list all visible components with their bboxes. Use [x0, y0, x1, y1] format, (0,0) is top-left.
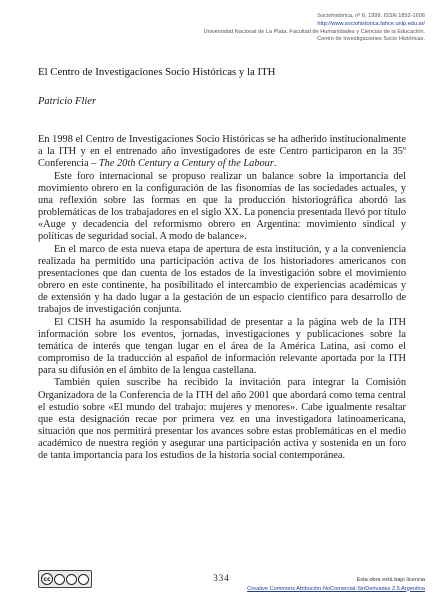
paragraph-1-start: En 1998 el Centro de Investigaciones Socio Históricas se ha adherido institucionalmente a la ITH y en el entrenado año investigadores de este Centro participaron en la 35º Conferencia – [38, 134, 406, 170]
paragraph-2: Este foro internacional se propuso realizar un balance sobre la importancia del movimiento obrero en la configuración de las fisonomías de las sociedades actuales, y una reflexión sobre las formas en que la producción historiográfica abordó las problemáticas de los trabajadores en el siglo XX. La ponencia presentada llevó por título «Auge y decadencia del reformismo obrero en Argentina: movimiento sindical y políticas de seguridad social. A modo de balance». [38, 170, 406, 243]
article-title: El Centro de Investigaciones Socio Históricas y la ITH [38, 66, 276, 78]
journal-url-link[interactable]: http://www.sociohistorica.fahce.unlp.edu.ar/ [317, 20, 425, 27]
license-notice [215, 576, 425, 593]
conference-title: The 20th Century a Century of the Labour [98, 158, 274, 170]
institution-line: Universidad Nacional de La Plata. Facultad de Humanidades y Ciencias de la Educación. [203, 28, 425, 35]
center-line: Centro de Investigaciones Socio Históricas. [317, 36, 425, 43]
cc-icon: cc [41, 573, 53, 585]
page-number: 334 [213, 573, 230, 583]
paragraph-1-end: . [273, 158, 277, 170]
citation-line: Sociohistórica, nº 6, 1999. ISSN 1852-1606 [317, 13, 425, 19]
license-line: Esta obra está bajo licencia [356, 577, 425, 583]
article-body [38, 134, 406, 480]
author-name: Patricio Flier [38, 96, 97, 107]
paragraph-4: El CISH ha asumido la responsabilidad de presentar a la página web de la ITH información sobre los eventos, jornadas, investigaciones y publicaciones sobre la temática de interés que tengan lugar en el área de la América Latina, así como el compromiso de la traducción al español de información relevante aportada por la ITH para su difusión en el ámbito de la lengua castellana. [38, 316, 406, 377]
license-link[interactable]: Creative Commons Atribución-NoComercial-SinDerivadas 2.5 Argentina [247, 585, 425, 592]
paragraph-1 [38, 134, 406, 171]
page-header [95, 13, 425, 44]
paragraph-5: También quien suscribe ha recibido la invitación para integrar la Comisión Organizadora de la Conferencia de la ITH del año 2001 que abordará como tema central el estudio sobre «El mundo del trabajo: mujeres y menores». Cabe igualmente resaltar que esta designación recae por primera vez en una investigadora latinoamericana, situación que nos permitirá presentar los avances sobre estas problemáticas en el medio académico de nuestra región y asegurar una participación activa y sostenida en un foro de tanta importancia para los estudios de la historia social contemporánea. [38, 377, 406, 462]
paragraph-3: En el marco de esta nueva etapa de apertura de esta institución, y a la conveniencia realizada ha permitido una participación activa de los historiadores americanos con presentaciones que dan cuenta de los estados de la investigación sobre el movimiento obrero en este continente, ha posibilitado el intercambio de experiencias académicas y de extensión y ha dado lugar a la gestación de un espacio científico para desarrollo de trabajos de investigación conjunta. [38, 243, 406, 316]
